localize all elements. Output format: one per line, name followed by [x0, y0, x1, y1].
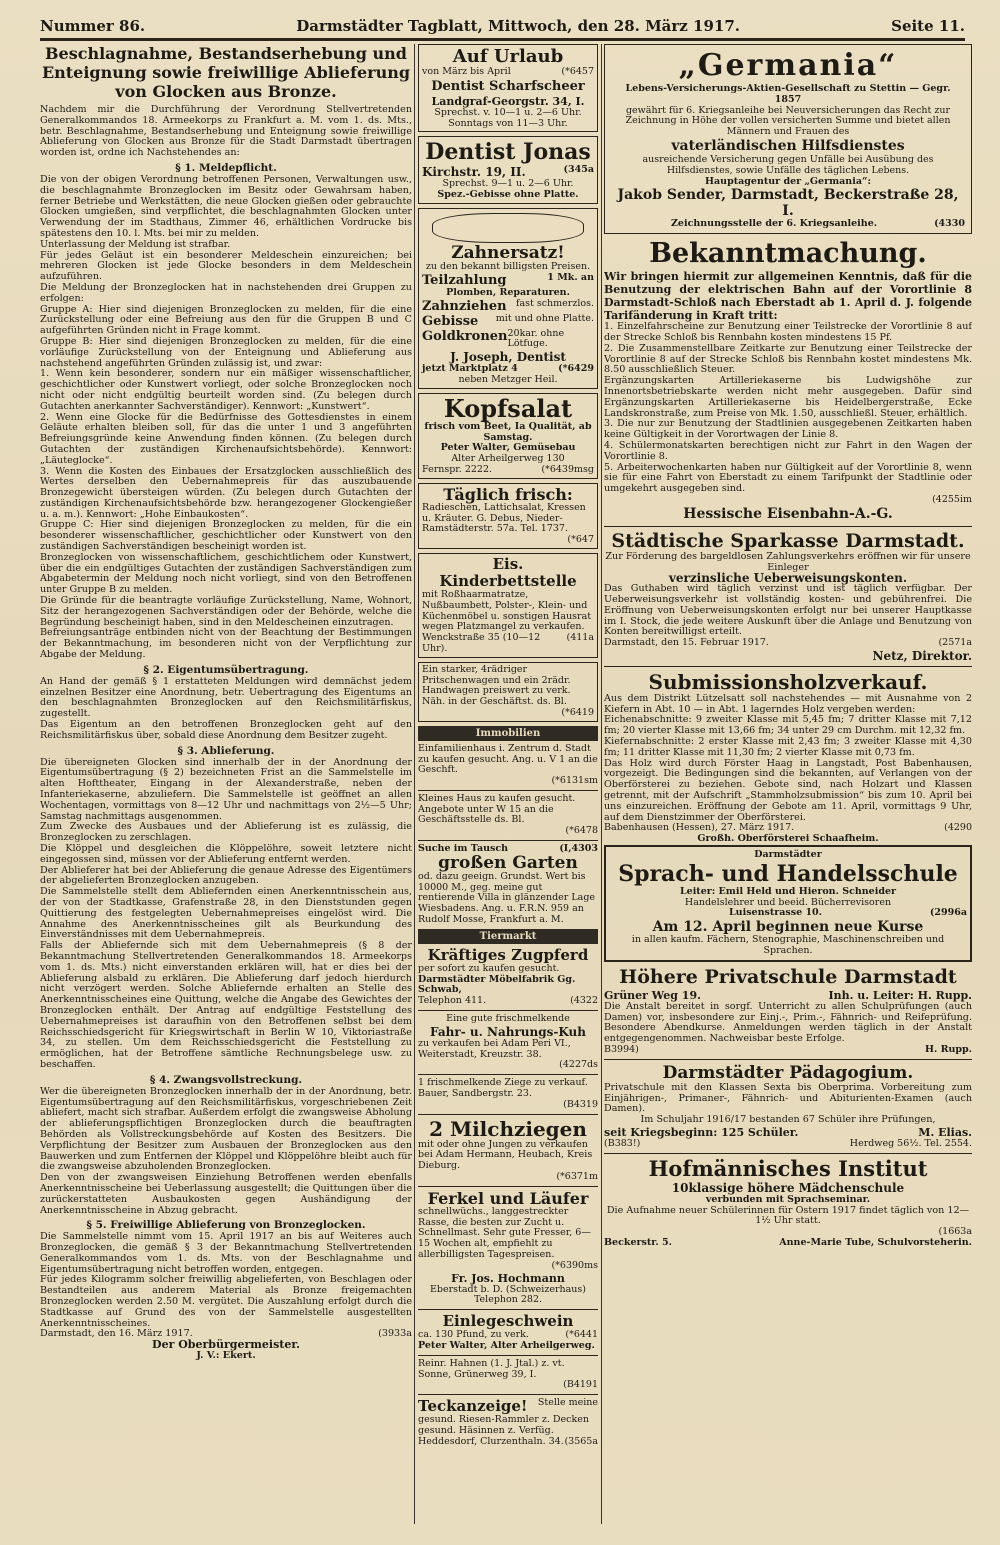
paragraph: Die Klöppel und desgleichen die Klöppelöhre, soweit letztere nicht eingegossen sind, müssen vor der Ablieferung entfernt werden. [40, 843, 412, 865]
ad-text: Eine gute frischmelkende [446, 1013, 570, 1025]
notice-item: 5. Arbeiterwochenkarten haben nur Gültigkeit auf der Vorortlinie 8, wenn sie für eine Fahrt von Eberstadt zu einem Tarifpunkt der Stadtlinie oder umgekehrt ausgegeben sind. [604, 461, 972, 495]
section-heading: § 1. Meldepflicht. [175, 161, 277, 174]
divider [418, 1010, 598, 1011]
header-rule [40, 38, 965, 41]
ad-address: Grüner Weg 19. [604, 988, 701, 1002]
ad-name: Jakob Sender, Darmstadt, Beckerstraße 28, I. [617, 187, 959, 220]
column-divider [414, 44, 415, 1524]
section-heading: § 4. Zwangsvollstreckung. [149, 1073, 303, 1086]
notice-text: Aus dem Distrikt Lützelsatt soll nachstehendes — mit Ausnahme von 2 Kiefern in Abt. 10 — in Abt. 1 lagerndes Holz vergeben werden: [604, 692, 972, 715]
ad-text: Ein starker, 4rädriger Pritschenwagen und ein 2rädr. Handwagen preiswert zu verk. Näh. in der Geschäftst. ds. Bl. [422, 663, 571, 708]
divider [418, 1394, 598, 1395]
ad-ref: (*6419 [561, 706, 594, 718]
ad-line [422, 67, 594, 78]
group-b-item: 1. Wenn kein besonderer, sondern nur ein mäßiger wissenschaftlicher, geschichtlicher oder Kunstwert vorliegt, oder solche Bronzeglocken noch nicht oder nicht endgültig beurteilt worden sind. (Zu belegen durch Gutachten anerkannter Sachverständiger). Kennwort: „Kunstwert“. [40, 368, 412, 412]
ad-hours: Sprechst. v. 10—1 u. 2—6 Uhr. [434, 106, 582, 118]
notice-title: Beschlagnahme, Bestandserhebung und Enteignung sowie freiwillige Ablieferung von Glocken aus Bronze. [41, 44, 411, 101]
ad-kopfsalat [418, 393, 598, 479]
ad-text: Hauptagentur der „Germania“: [705, 175, 871, 187]
ad-name: Peter Walter, Alter Arheilgerweg. [418, 1339, 595, 1351]
ad-taeglich-frisch [418, 483, 598, 549]
ad-note: Spez.-Gebisse ohne Platte. [437, 189, 579, 201]
ad-text: mit Roßhaarmatratze, Nußbaumbett, Polster-, Klein- und Küchenmöbel u. sonstigen Hausrat wegen Platzmangel zu verkaufen. [422, 588, 592, 633]
ad-ref: (411a [566, 632, 594, 644]
divider [604, 666, 972, 667]
ad-headline: großen Garten [438, 852, 578, 873]
ad-ref: (345a [563, 164, 594, 176]
paragraph: Die Meldung der Bronzeglocken hat in nachstehenden drei Gruppen zu erfolgen: [40, 281, 412, 304]
ad-ref: (B4319 [563, 1098, 598, 1110]
ad-text: mit und ohne Platte. [495, 312, 594, 324]
ad-address: Beckerstr. 5. [604, 1236, 672, 1248]
ad-address: Luisenstrasse 10. [729, 907, 822, 919]
notice-intro: Wir bringen hiermit zur allgemeinen Kenntnis, daß für die Benutzung der elektrischen Bahn auf der Vorortlinie 8 Darmstadt-Schloß nach Eberstadt ab 1. April d. J. folgende Tarifänderung in Kraft tritt: [604, 270, 972, 323]
ad-address: Herdweg 56½. Tel. 2554. [849, 1138, 972, 1149]
ad-headline: „Germania“ [678, 48, 898, 83]
ad-headline: Teckanzeige! [418, 1397, 528, 1416]
notice-signatory: Netz, Direktor. [872, 648, 972, 663]
ad-line [422, 329, 594, 351]
notice-title: Städtische Sparkasse Darmstadt. [611, 529, 965, 552]
paragraph: Die Gründe für die beantragte vorläufige Zurückstellung, Name, Wohnort, Sitz der herangezogenen Sachverständigen oder der Behörde, welche die Begründung bescheinigt haben, sind in den Meldescheinen einzutragen. [40, 595, 412, 628]
notice-title: Submissionsholzverkauf. [648, 669, 928, 694]
notice-signatory: Der Oberbürgermeister. [152, 1338, 300, 1352]
section-tag-tiermarkt: Tiermarkt [418, 929, 598, 944]
group-b: Gruppe B: Hier sind diejenigen Bronzeglocken zu melden, für die eine vorläufige Zurückstellung von der Enteignung und Ablieferung aus nachstehend angeführten Gründen zulässig ist, und zwar: [40, 335, 412, 369]
ad-name: Inh. u. Leiter: H. Rupp. [828, 988, 972, 1002]
section-tag-immobilien: Immobilien [418, 726, 598, 741]
ad-headline: Darmstädter Pädagogium. [662, 1062, 914, 1083]
ad-headline: Dentist Jonas [425, 139, 591, 166]
ad-joseph-dentist [418, 208, 598, 389]
paragraph: Falls der Abliefernde sich mit dem Uebernahmepreis (§ 8 der Bekanntmachung Stellvertretenden Generalkommandos 18. Armeekorps vom 1. ds. Mts.) nicht einverstanden erklären will, hat er dies bei der Ablieferung alsbald zu erklären. Die Ablieferung darf jedoch hierdurch nicht verzögert werden. Solche Abliefernde erhalten an Stelle des Anerkenntnisscheines eine Quittung, welche die Angabe des Gewichtes der Bronzeglocken enthält. Der Antrag auf endgültige Feststellung des Uebernahmepreises ist daraufhin von den Betroffenen selbst bei dem Reichsschiedsgericht für Kriegswirtschaft in Berlin W 10, Viktoriastraße 34, zu stellen. Um dem Reichsschiedsgericht die Feststellung zu ermöglichen, hat der Betroffene sämtliche Rechnungsbelege usw. zu beschaffen. [40, 940, 412, 1070]
ad-ref: (1663a [938, 1226, 972, 1238]
ad-text: Radieschen, Lattichsalat, Kressen u. Kräuter. G. Debus, Nieder-Ramstädterstr. 57a. Tel. 1737. [422, 501, 586, 535]
notice-item: 1. Einzelfahrscheine zur Benutzung einer Teilstrecke der Vorortlinie 8 auf der Strecke Schloß bis Rennbahn kosten mindestens 15 Pf. [604, 321, 972, 343]
paragraph: Der Ablieferer hat bei der Ablieferung die genaue Adresse des Eigentümers der abgelieferten Bronzeglocken anzugeben. [40, 864, 412, 887]
ad-germania-insurance [604, 44, 972, 234]
ad-headline: Einlegeschwein [442, 1312, 574, 1331]
ad-hours: Sonntags von 11—3 Uhr. [448, 117, 568, 129]
ad-address: jetzt Marktplatz 4 [422, 363, 518, 375]
ad-ref: (4227ds [559, 1059, 598, 1071]
notice-intro: Nachdem mir die Durchführung der Verordnung Stellvertretenden Generalkommandos 18. Armeekorps zu Frankfurt a. M. vom 1. ds. Mts., betr. Beschlagnahme, Bestandserhebung und Enteignung sowie freiwillige Ablieferung von Glocken aus Bronze für die Stadt Darmstadt übertragen worden ist, ordne ich Nachstehendes an: [40, 104, 412, 159]
ad-text: zu verkaufen bei Adam Peri VI., Weiterstadt, Kreuzstr. 38. [418, 1037, 571, 1060]
ad-text: schnellwüchs., langgestreckter Rasse, die besten zur Zucht u. Schnellmast. Sehr gute Fresser, 6—15 Wochen alt, empfiehlt zu allerbilligsten Tagespreisen. [418, 1205, 591, 1260]
ad-ferkel [418, 1190, 598, 1306]
ad-text: Die Aufnahme neuer Schülerinnen für Ostern 1917 findet täglich von 12—1½ Uhr statt. [606, 1204, 970, 1227]
ad-line [604, 1045, 972, 1056]
divider [418, 1074, 598, 1075]
ad-headline: Auf Urlaub [452, 46, 564, 67]
ad-text: Privatschule mit den Klassen Sexta bis Oberprima. Vorbereitung zum Einjährigen-, Primaner-, Fähnrich- und Abiturienten-Examen (auch Damen). [604, 1081, 972, 1115]
ad-address: Heddesdorf, Clurzenthaln. 34. [418, 1435, 564, 1447]
ad-text: 20kar. ohne Lötfuge. [507, 327, 565, 350]
ad-ref: (*6478 [565, 825, 598, 837]
section-heading: § 2. Eigentumsübertragung. [143, 663, 309, 676]
notice-signatory: Großh. Oberförsterei Schaafheim. [697, 833, 879, 845]
notice-date: Babenhausen (Hessen), 27. März 1917. [604, 822, 795, 834]
ad-subheadline: 10klassige höhere Mädchenschule [671, 1180, 905, 1195]
tooth-illustration [432, 213, 584, 243]
ad-text: seit Kriegsbeginn: 125 Schüler. [604, 1126, 799, 1139]
notice-ref: (2571a [938, 637, 972, 649]
ad-signatory: H. Rupp. [925, 1044, 972, 1056]
paragraph: Zum Zwecke des Ausbaues und der Ablieferung ist es zulässig, die Bronzeglocken zu zerschlagen. [40, 821, 412, 844]
notice-title: Bekanntmachung. [649, 238, 927, 270]
paragraph: Bronzeglocken von wissenschaftlichem, geschichtlichem oder Kunstwert, über die ein endgültiges Gutachten der zuständigen Sachverständigen zum Abgabetermin der Meldung noch nicht vorliegt, sind von den Betroffenen unter Gruppe B zu melden. [40, 551, 412, 596]
column-3-notices [604, 44, 972, 1524]
ad-headline: Ferkel und Läufer [427, 1188, 589, 1208]
ad-line [418, 1437, 598, 1448]
ad-ref: (3565a [564, 1435, 598, 1447]
ad-text: frisch vom Beet, Ia Qualität, ab Samstag. [424, 420, 592, 443]
ad-text: Reinr. Hahnen (1. J. Jtal.) z. vt. Sonne, Grünerweg 39, I. [418, 1357, 565, 1380]
ad-ref: (*6429 [558, 363, 594, 375]
ad-ref: B3994) [604, 1044, 639, 1056]
ad-text: Goldkronen [422, 328, 508, 344]
divider [418, 1355, 598, 1356]
ad-text: zu den bekannt billigsten Preisen. [425, 260, 591, 272]
ad-dentist-scharfscheer [418, 44, 598, 132]
ad-line [422, 299, 594, 314]
notice-ref: (3933a [378, 1328, 412, 1340]
notice-item: Ergänzungskarten Artilleriekaserne bis Ludwigshöhe zur Innenortsbetriebskarte werden nicht mehr ausgegeben. Dafür sind Ergänzungskarten Artilleriekaserne bis Heidelbergerstraße, Ecke Landskronstraße, zum Preise von Mk. 1.50, ausschließl. Steuer, erhältlich. [604, 375, 972, 419]
ad-hours: Sprechst. 9—1 u. 2—6 Uhr. [442, 178, 574, 190]
ad-ref: (I,4303 [559, 843, 598, 855]
ad-kleines-haus [418, 794, 598, 837]
ad-text: per sofort zu kaufen gesucht. [418, 962, 560, 974]
ad-headline: Fahr- u. Nahrungs-Kuh [430, 1024, 586, 1039]
ad-name: Peter Walter, Gemüsebau [440, 442, 576, 454]
ad-ref: (*647 [567, 534, 594, 546]
ad-line [604, 1238, 972, 1249]
ad-text: fast schmerzlos. [515, 297, 594, 309]
notice-ref: (4255im [932, 493, 972, 505]
ad-text: Stelle meine [537, 1397, 598, 1409]
ad-address: Alter Arheilgerweg 130 [451, 453, 565, 465]
ad-grosser-garten [418, 844, 598, 926]
page-header [40, 14, 965, 38]
ad-ziege [418, 1078, 598, 1110]
notice-date: Darmstadt, den 15. Februar 1917. [604, 637, 769, 649]
notice-subheadline: verzinsliche Ueberweisungskonten. [668, 571, 908, 586]
ad-deckanzeige [418, 1398, 598, 1447]
ad-headline: Täglich frisch: [443, 484, 573, 504]
issue-number: Nummer 86. [40, 17, 146, 35]
ad-ref: (B383!) [604, 1138, 641, 1149]
ad-address: Wenckstraße 35 (10—12 Uhr). [422, 632, 541, 654]
ad-headline: Zahnersatz! [451, 242, 565, 263]
ad-text: Zeichnungsstelle der 6. Kriegsanleihe. [671, 218, 878, 230]
ad-text: Leiter: Emil Held und Hieron. Schneider [679, 885, 897, 897]
ad-signatory: M. Elias. [918, 1126, 972, 1139]
ad-text: Im Schuljahr 1916/17 bestanden 67 Schüler ihre Prüfungen, [640, 1114, 936, 1126]
group-c: Gruppe C: Hier sind diejenigen Bronzeglocken zu melden, für die ein besonderer wissenschaftlicher, geschichtlicher oder Kunstwert von den zuständigen Sachverständigen bescheinigt worden ist. [40, 519, 412, 553]
ad-headline: Hofmännisches Institut [648, 1155, 928, 1181]
divider [418, 1309, 598, 1310]
ad-line [422, 465, 594, 476]
paragraph: Für jedes Kilogramm solcher freiwillig abgelieferten, von Beschlagen oder Bestandteilen aus anderem Material als Bronze freigemachten Bronzeglocken werden 2.50 M. vergütet. Die Auszahlung erfolgt durch die Stadtkasse auf Grund des von der Sammelstelle ausgestellten Anerkenntnisscheines. [40, 1274, 412, 1329]
divider [604, 1059, 972, 1060]
ad-address: Eberstadt b. D. (Schweizerhaus) [430, 1283, 586, 1295]
section-heading: § 5. Freiwillige Ablieferung von Bronzeglocken. [86, 1219, 366, 1232]
ad-headline: Eis. Kinderbettstelle [439, 554, 577, 590]
ad-text: Handelslehrer und beeid. Bücherrevisoren [684, 896, 892, 908]
ad-text: mit oder ohne Jungen zu verkaufen bei Adam Hermann, Heubach, Kreis Dieburg. [418, 1138, 593, 1172]
ad-ref: (2996a [929, 907, 967, 919]
notice-item: 3. Die nur zur Benutzung der Stadtlinien ausgegebenen Zeitkarten haben keine Gültigkeit in der Vorortwagen der Linie 8. [604, 418, 972, 441]
paragraph: Wer die übereigneten Bronzeglocken innerhalb der in der Anordnung, betr. Eigentumsübertragung auf den Reichsmilitärfiskus, vorgeschriebenen Zeit abliefert, macht sich strafbar. Außerdem erfolgt die zwangsweise Abholung der ablieferungspflichtigen Bronzeglocken durch die beauftragten Behörden als Vollstreckungsbehörde auf Kosten des Besitzers. Die Verpflichtung der Besitzer zum Ausbauen der Bronzeglocken aus den Bauwerken und zum Entfernen der Klöppel und Klöppelöhre bleibt auch für die zwangsweise abzuholenden Bronzeglocken. [40, 1085, 412, 1173]
ad-ref: (*6131sm [551, 775, 598, 787]
ad-headline: Höhere Privatschule Darmstadt [619, 965, 957, 988]
paragraph: Die Sammelstelle stellt dem Abliefernden einen Anerkenntnisschein aus, der von der Stadtkasse, Grafenstraße 28, in den Dienststunden gegen Quittierung des festgelegten Uebernahmepreises eingelöst wird. Die Annahme des Anerkenntnisscheines gilt als Beurkundung des Einverständnisses mit dem Uebernahmepreis. [40, 886, 412, 941]
paragraph: Unterlassung der Meldung ist strafbar. [40, 238, 231, 250]
paragraph: Den von der zwangsweisen Einziehung Betroffenen werden ebenfalls Anerkenntnisscheine bei Ueberlassung ausgestellt; die Quittungen über die zurückerstatteten Ausbaukosten gegen Aushändigung der Anerkenntnisscheine in Abzug gebracht. [40, 1172, 412, 1216]
ad-privatschule [604, 966, 972, 1056]
ad-sprachschule [604, 845, 972, 962]
ad-phone: Telephon 282. [473, 1294, 543, 1306]
notice-line [604, 638, 972, 649]
ad-text: Teilzahlung [422, 272, 507, 288]
ad-ref: (*6439msg [541, 463, 594, 475]
ad-line [422, 273, 594, 288]
ad-text: neben Metzger Heil. [458, 373, 558, 385]
paragraph: Das Eigentum an den betroffenen Bronzeglocken geht auf den Reichsmilitärfiskus über, sobald diese Anordnung dem Besitzer zugeht. [40, 719, 412, 741]
ad-hofmann-institut [604, 1157, 972, 1249]
ad-phone: Fernspr. 2222. [422, 463, 493, 475]
ad-headline: Sprach- und Handelsschule [618, 860, 958, 887]
ad-address: Kirchstr. 19, II. [422, 165, 526, 180]
ad-ref: (4322 [570, 995, 598, 1007]
column-2-classifieds [418, 44, 598, 1524]
divider [418, 1186, 598, 1187]
ad-text: 1 Mk. an [547, 271, 594, 283]
notice-text: Eichenabschnitte: 9 zweiter Klasse mit 5,45 fm; 7 dritter Klasse mit 7,12 fm; 20 vierter Klasse mit 13,66 fm; 34 unter 29 cm Durchm. mit 12,32 fm. [604, 714, 972, 737]
ad-text: ausreichende Versicherung gegen Unfälle bei Ausübung des Hilfsdienstes, sowie Unfälle des täglichen Lebens. [642, 153, 934, 176]
ad-headline: Kopfsalat [443, 393, 573, 423]
paragraph: An Hand der gemäß § 1 erstatteten Meldungen wird demnächst jedem einzelnen Besitzer eine Anordnung, betr. Uebertragung des Eigentums an den beschlagnahmten Bronzeglocken auf den Reichsmilitärfiskus, zugestellt. [40, 675, 412, 720]
notice-signatory-deputy: J. V.: Ekert. [196, 1350, 256, 1362]
notice-item: 4. Schülermonatskarten berechtigen nicht zur Fahrt in den Wagen der Vorortlinie 8. [604, 439, 972, 462]
notice-ref: (4290 [944, 822, 972, 834]
ad-hahnen [418, 1359, 598, 1391]
ad-line [604, 989, 972, 1002]
ad-text: 1 frischmelkende Ziege zu verkauf. Bauer, Sandbergstr. 23. [418, 1077, 588, 1100]
ad-text: Die Anstalt bereitet in sorgf. Unterricht zu allen Schulprüfungen (auch Damen) vor, insbesondere zur Einj.-, Prim.-, Fähnrich- und Reifeprüfung. Besondere Abendkurse. Anmeldungen werden täglich in der Anstalt entgegengenommen. Nachweisbar beste Erfolge. [604, 1000, 972, 1045]
ad-ref: (*6441 [565, 1329, 598, 1341]
ad-name: Darmstädter Möbelfabrik Gg. Schwab, [418, 973, 576, 996]
group-a: Gruppe A: Hier sind diejenigen Bronzeglocken zu melden, für die eine Zurückstellung oder eine Befreiung aus den für die Gruppen B und C aufgeführten Gründen nicht in Frage kommt. [40, 303, 412, 337]
ad-headline: 2 Milchziegen [429, 1116, 587, 1141]
divider [418, 1114, 598, 1115]
ad-text: od. dazu geeign. Grundst. Wert bis 10000 M., geg. meine gut rentierende Villa in glänzender Lage Wiesbadens. Ang. u. F.R.N. 959 an Rudolf Mosse, Frankfurt a. M. [418, 870, 596, 926]
ad-line [611, 219, 965, 230]
ad-kuh [418, 1014, 598, 1071]
ad-text: Darmstädter [754, 849, 822, 861]
paragraph: Befreiungsanträge entbinden nicht von der Beachtung der Bestimmungen der Bekanntmachung, im besonderen nicht von der Verpflichtung zur Abgabe der Meldung. [40, 627, 412, 661]
ad-pritschenwagen [418, 662, 598, 722]
ad-milchziegen [418, 1118, 598, 1183]
paragraph: Die von der obigen Verordnung betroffenen Personen, Verwaltungen usw., die beschlagnahmte Bronzeglocken im Besitz oder Gewahrsam haben, ferner Betriebe und Werkstätten, die neue Glocken gießen oder gebrauchte Glocken umgießen, sind verpflichtet, die beschlagnahmten Glocken unter Verwendung der im Stadthaus, Zimmer 46, erhältlichen Vordrucke bis spätestens den 10. l. Mts. bei mir zu melden. [40, 173, 412, 239]
ad-line [418, 996, 598, 1007]
ad-ref: (B4191 [563, 1379, 598, 1391]
ad-zugpferd [418, 947, 598, 1007]
ad-text: Gebisse [422, 313, 479, 329]
group-b-item: 3. Wenn die Kosten des Einbaues der Ersatzglocken ausschließlich des Wertes derselben den Uebernahmepreis für das auszubauende Bronzegewicht übersteigen würden. (Zu belegen durch Gutachten der zuständigen Kirchenaufsichtsbehörde bzw. herangezogener Glockengießer u. a. m.). Kennwort: „Hohe Einbaukosten“. [40, 465, 412, 520]
ad-signatory: Anne-Marie Tube, Schulvorsteherin. [779, 1236, 972, 1248]
notice-item: 2. Die Zusammenstellbare Zeitkarte zur Benutzung einer Teilstrecke der Vorortlinie 8 auf der Strecke Schloß bis Rennbahn kostet mindestens Mk. 8.50 ausschließlich Steuer. [604, 342, 972, 376]
ad-dentist-jonas [418, 136, 598, 204]
ad-text: von März bis April [422, 66, 511, 77]
ad-subheadline: vaterländischen Hilfsdienstes [671, 137, 905, 154]
section-heading: § 3. Ablieferung. [177, 744, 275, 757]
paragraph: Die übereigneten Glocken sind innerhalb der in der Anordnung der Eigentumsübertragung (§ 2) bezeichneten Frist an die Sammelstelle im alten Hofttheater, Eingang in der Alexanderstraße, neben der Infanteriekaserne, abzuliefern. Die Sammelstelle ist geöffnet an allen Wochentagen, vormittags von 8—12 Uhr und nachmittags von 2½—5 Uhr; Samstag nachmittags ausgenommen. [40, 756, 412, 822]
ad-text: Kleines Haus zu kaufen gesucht. Angebote unter W 15 an die Geschäftsstelle ds. Bl. [418, 792, 576, 826]
ad-einlegeschwein [418, 1313, 598, 1352]
ad-text: Lebens-Versicherungs-Aktien-Gesellschaft zu Stettin — Gegr. 1857 [625, 83, 951, 105]
notice-holzverkauf [604, 670, 972, 845]
divider [604, 526, 972, 527]
ad-ref: (*6457 [561, 66, 594, 77]
column-divider [601, 44, 602, 1524]
ad-text: Zahnziehen [422, 298, 507, 314]
column-1-bell-notice [40, 44, 412, 1524]
notice-text: Zur Förderung des bargeldlosen Zahlungsverkehrs eröffnen wir für unsere Einleger [605, 550, 971, 573]
ad-einfamilienhaus [418, 744, 598, 787]
notice-signatory: Hessische Eisenbahn-A.-G. [683, 505, 893, 522]
ad-kinderbettstelle [418, 553, 598, 658]
ad-name: Fr. Jos. Hochmann [451, 1271, 565, 1285]
paragraph: Für jedes Geläut ist ein besonderer Meldeschein einzureichen; bei mehreren Glocken ist jede Glocke besonders in dem Meldeschein aufzuführen. [40, 249, 412, 283]
ad-subheadline: Am 12. April beginnen neue Kurse [652, 919, 924, 936]
ad-phone: Telephon 411. [418, 995, 487, 1007]
divider [418, 840, 598, 841]
ad-name: Dentist Scharfscheer [431, 78, 585, 94]
ad-text: Suche im Tausch [418, 843, 509, 855]
notice-text: Das Guthaben wird täglich verzinst und ist täglich verfügbar. Der Ueberweisungsverkehr ist vollständig kosten- und gebührenfrei. Die Eröffnung von Ueberweisungskonten erfolgt nur bei unserer Hauptkasse im I. Stock, die jede weitere Auskunft über die Anlage und Benutzung von Konten bereitwilligst erteilt. [604, 583, 972, 638]
ad-ref: (*6390ms [551, 1259, 598, 1271]
notice-date: Darmstadt, den 16. März 1917. [40, 1328, 193, 1340]
ad-line [604, 1139, 972, 1150]
ad-ref: (4330 [934, 218, 965, 230]
paragraph: Die Sammelstelle nimmt vom 15. April 1917 an bis auf Weiteres auch Bronzeglocken, die gemäß § 3 der Bekanntmachung Stellvertretenden Generalkommandos vom 1. ds. Mts. von der Beschlagnahme und Eigentumsübertragung nicht betroffen worden, entgegen. [40, 1231, 412, 1275]
notice-sparkasse [604, 530, 972, 663]
ad-line [422, 165, 594, 179]
divider [418, 790, 598, 791]
page-number: Seite 11. [891, 17, 965, 35]
group-b-item: 2. Wenn eine Glocke für die Bedürfnisse des Gottesdienstes in einem Geläute erhalten bleiben soll, für das die unter 1 und 3 angeführten Befreiungsgründe keine Anwendung finden können. (Zu belegen durch Gutachten der zuständigen Kirchenaufsichtsbehörde). Kennwort: „Läuteglocke“. [40, 411, 412, 466]
divider [604, 1153, 972, 1154]
ad-name: J. Joseph, Dentist [450, 350, 566, 365]
notice-tariff [604, 238, 972, 523]
ad-text: in allen kaufm. Fächern, Stenographie, Maschinenschreiben und Sprachen. [631, 934, 945, 957]
ad-line [418, 1398, 598, 1415]
ad-line [422, 314, 594, 329]
ad-address: Landgraf-Georgstr. 34, I. [431, 94, 585, 108]
ad-headline: Kräftiges Zugpferd [427, 945, 589, 964]
masthead-date: Darmstädter Tagblatt, Mittwoch, den 28. März 1917. [296, 17, 741, 35]
ad-text: Plomben, Reparaturen. [446, 286, 570, 298]
ad-line [422, 633, 594, 655]
ad-text: Einfamilienhaus i. Zentrum d. Stadt zu kaufen gesucht. Ang. u. V 1 an die Geschft. [418, 742, 598, 776]
ad-text: ca. 130 Pfund, zu verk. [418, 1329, 529, 1341]
ad-text: gewährt für 6. Kriegsanleihe bei Neuversicherungen das Recht zur Zeichnung in Höhe der vollen versicherten Summe und bietet allen Männern und Frauen des [625, 104, 951, 138]
ad-paedagogium [604, 1063, 972, 1150]
ad-line [609, 908, 967, 919]
ad-text: verbunden mit Sprachseminar. [705, 1193, 871, 1205]
notice-text: Das Holz wird durch Förster Haag in Langstadt, Post Babenhausen, vorgezeigt. Die Bedingungen sind die bekannten, auf Verlangen von der Oberförsterei zu beziehen. Gebote sind, nach Holzart und Klassen getrennt, mit der Aufschrift „Stammholzsubmission“ bis zum 10. April bei uns einzureichen. Eröffnung der Gebote am 11. April, vormittags 9 Uhr, auf dem Dienstzimmer der Oberförsterei. [604, 757, 972, 823]
ad-ref: (*6371m [556, 1171, 598, 1183]
notice-text: Kiefernabschnitte: 2 erster Klasse mit 2,43 fm; 3 zweiter Klasse mit 4,30 fm; 11 dritter Klasse mit 11,30 fm; 2 vierter Klasse mit 0,73 fm. [604, 736, 972, 758]
ad-text: gesund. Riesen-Rammler z. Decken gesund. Häsinnen z. Verfüg. [418, 1414, 589, 1436]
